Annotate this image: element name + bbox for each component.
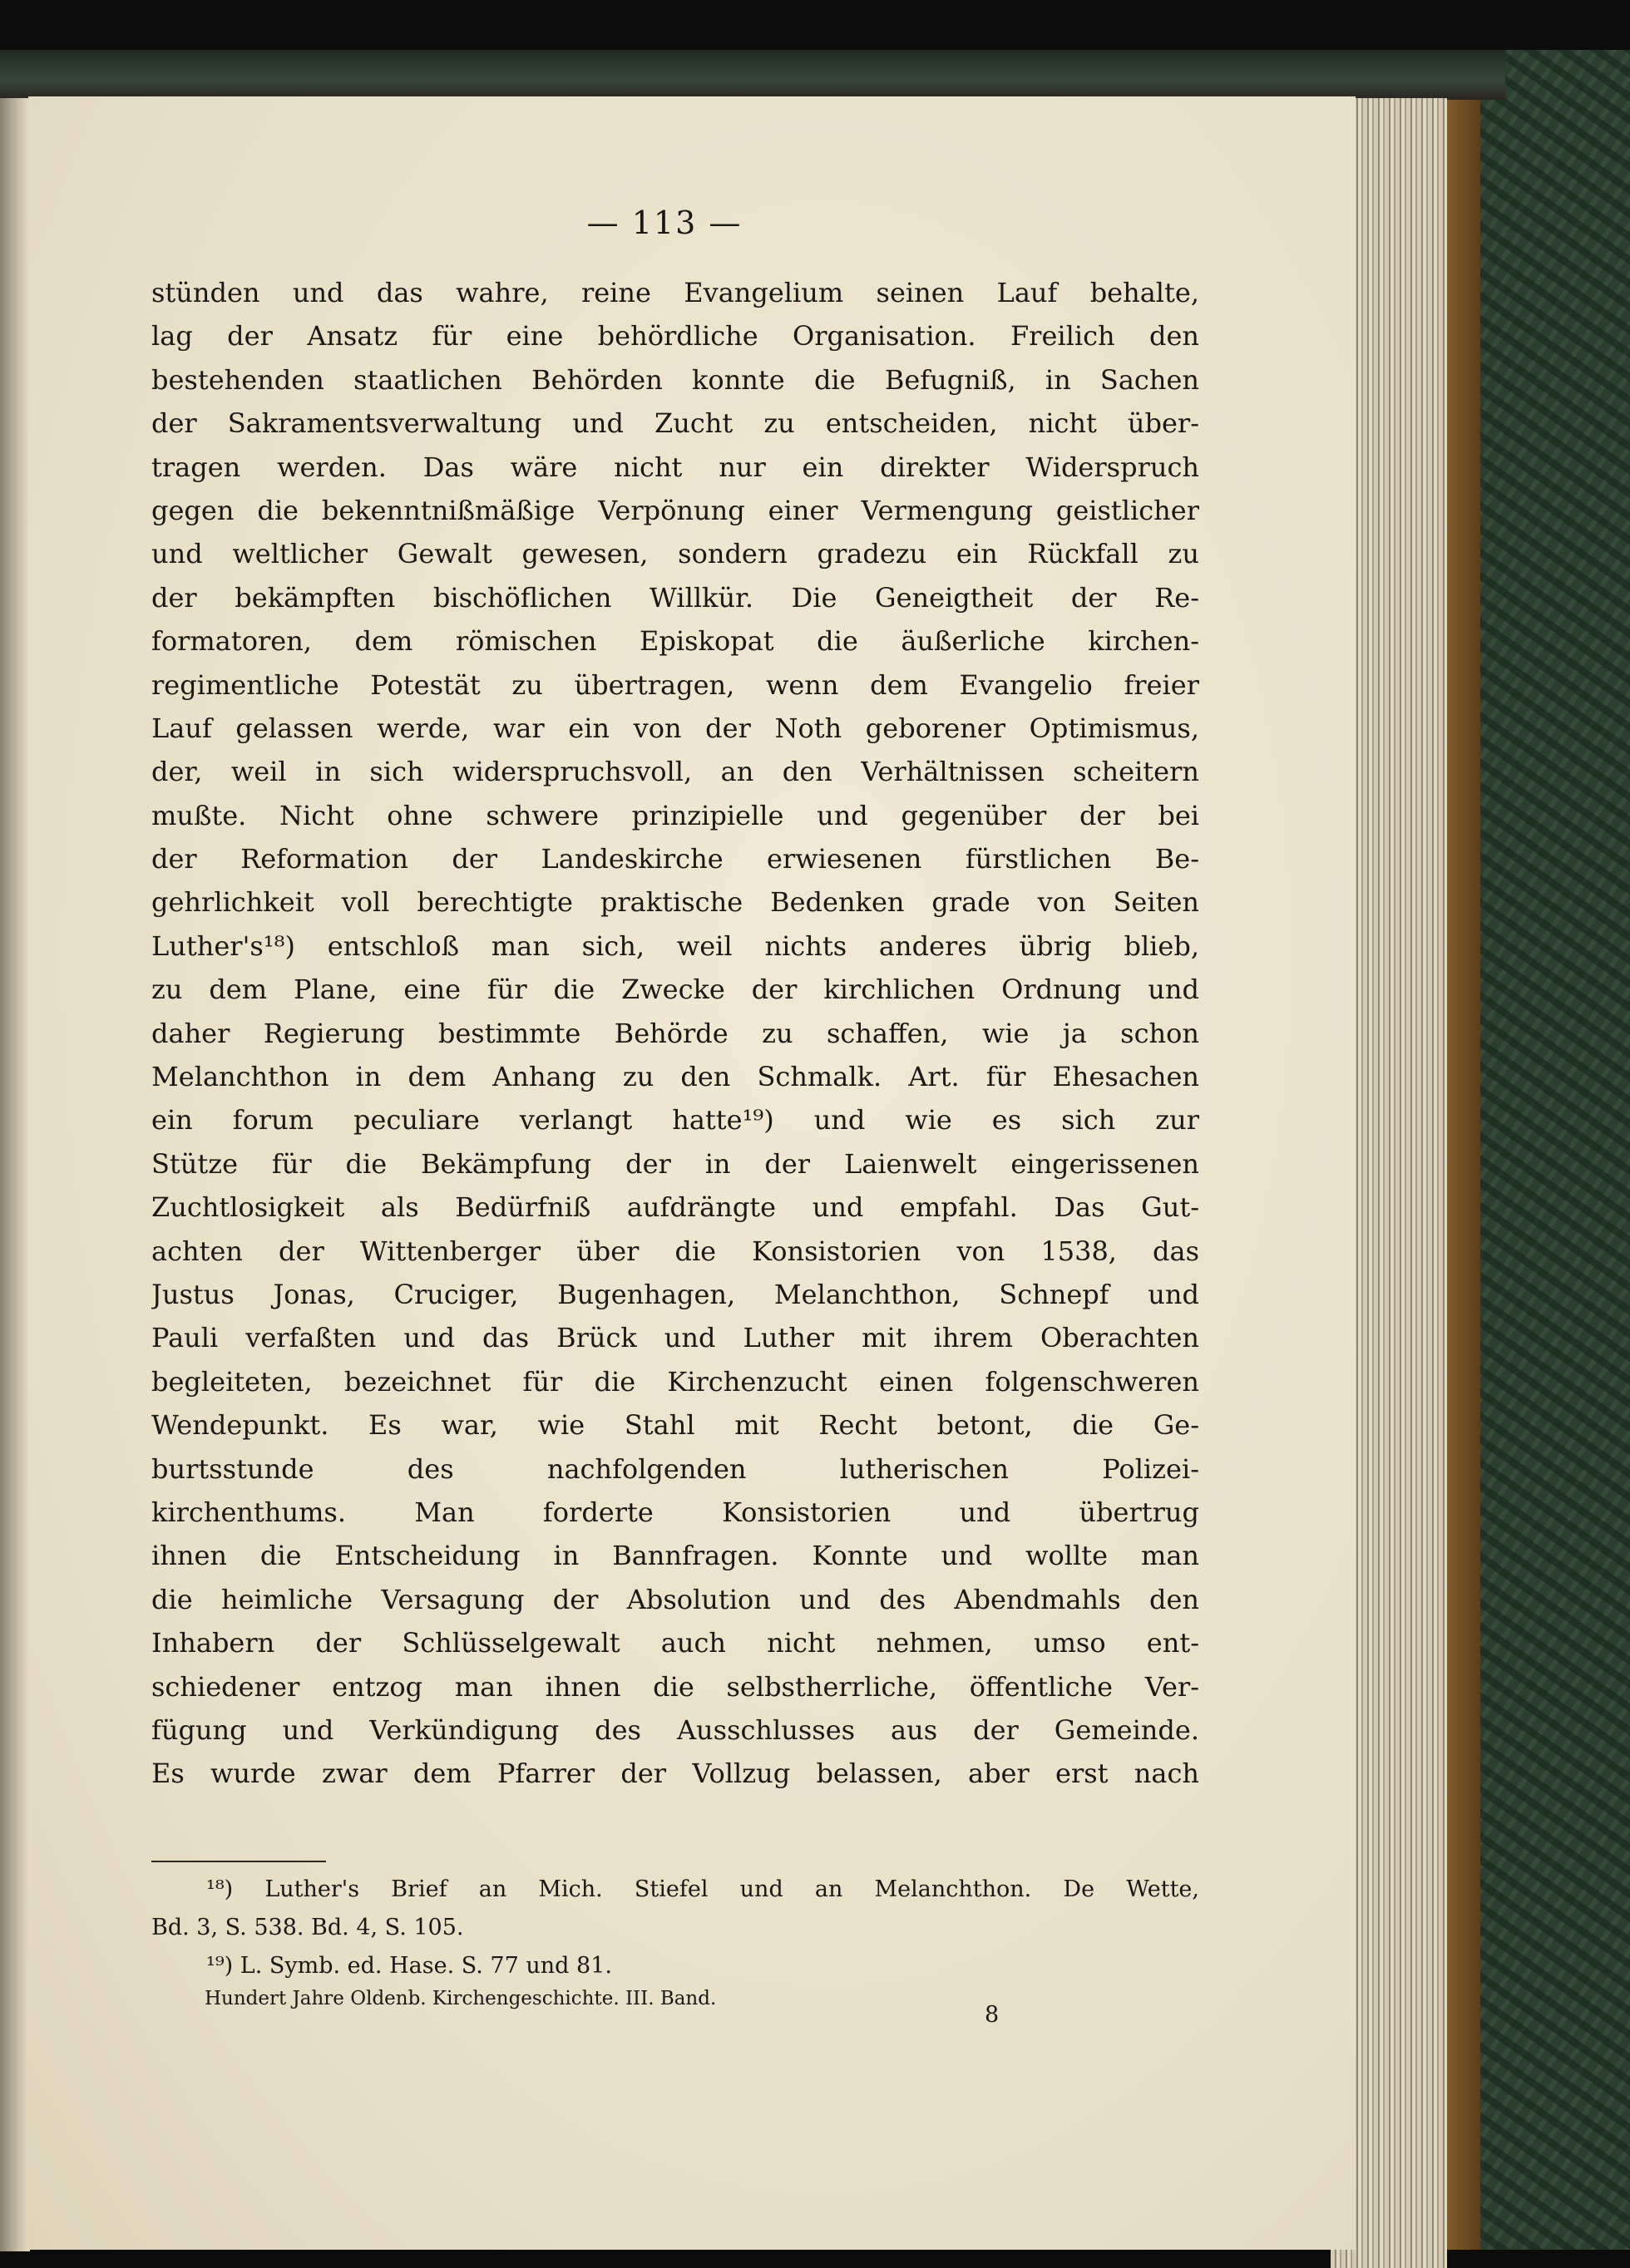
text-line: burtsstunde des nachfolgenden lutherischen Polizei- xyxy=(151,1452,1199,1485)
text-line: schiedener entzog man ihnen die selbstherrliche, öffentliche Ver- xyxy=(151,1670,1199,1703)
text-line: der bekämpften bischöflichen Willkür. Die Geneigtheit der Re- xyxy=(151,581,1199,614)
text-line: Inhabern der Schlüsselgewalt auch nicht nehmen, umso ent- xyxy=(151,1627,1199,1659)
footnote: ¹⁹) L. Symb. ed. Hase. S. 77 und 81. xyxy=(206,1953,612,1979)
text-line: der Reformation der Landeskirche erwiesenen fürstlichen Be- xyxy=(151,843,1199,875)
text-line: ihnen die Entscheidung in Bannfragen. Konnte und wollte man xyxy=(151,1540,1199,1572)
text-line: Luther's¹⁸) entschloß man sich, weil nichts anderes übrig blieb, xyxy=(151,929,1199,962)
text-line: lag der Ansatz für eine behördliche Organisation. Freilich den xyxy=(151,320,1199,353)
text-line: Justus Jonas, Cruciger, Bugenhagen, Melanchthon, Schnepf und xyxy=(151,1278,1199,1310)
text-line: und weltlicher Gewalt gewesen, sondern gradezu ein Rückfall zu xyxy=(151,538,1199,570)
text-line: Lauf gelassen werde, war ein von der Noth geborener Optimismus, xyxy=(151,712,1199,744)
text-line: regimentliche Potestät zu übertragen, wenn dem Evangelio freier xyxy=(151,668,1199,701)
signature-line: Hundert Jahre Oldenb. Kirchengeschichte. III. Band. xyxy=(205,1988,717,2009)
text-line: zu dem Plane, eine für die Zwecke der kirchlichen Ordnung und xyxy=(151,974,1199,1006)
text-line: Melanchthon in dem Anhang zu den Schmalk. Art. für Ehesachen xyxy=(151,1061,1199,1093)
text-line: ein forum peculiare verlangt hatte¹⁹) und wie es sich zur xyxy=(151,1104,1199,1136)
footnote-rule xyxy=(151,1861,326,1862)
text-line: Pauli verfaßten und das Brück und Luther mit ihrem Oberachten xyxy=(151,1322,1199,1354)
footnote-continuation: Bd. 3, S. 538. Bd. 4, S. 105. xyxy=(151,1915,464,1940)
text-line: tragen werden. Das wäre nicht nur ein direkter Widerspruch xyxy=(151,451,1199,483)
text-line: Wendepunkt. Es war, wie Stahl mit Recht betont, die Ge- xyxy=(151,1409,1199,1442)
text-line: gegen die bekenntnißmäßige Verpönung einer Vermengung geistlicher xyxy=(151,494,1199,526)
text-line: Stütze für die Bekämpfung der in der Laienwelt eingerissenen xyxy=(151,1147,1199,1180)
text-line: der Sakramentsverwaltung und Zucht zu entscheiden, nicht über- xyxy=(151,407,1199,440)
text-line: mußte. Nicht ohne schwere prinzipielle und gegenüber der bei xyxy=(151,799,1199,831)
text-line: formatoren, dem römischen Episkopat die äußerliche kirchen- xyxy=(151,625,1199,658)
text-line: die heimliche Versagung der Absolution und des Abendmahls den xyxy=(151,1583,1199,1615)
book-page xyxy=(28,96,1356,2250)
text-line: Es wurde zwar dem Pfarrer der Vollzug belassen, aber erst nach xyxy=(151,1758,1199,1790)
text-line: kirchenthums. Man forderte Konsistorien und übertrug xyxy=(151,1496,1199,1528)
text-line: gehrlichkeit voll berechtigte praktische Bedenken grade von Seiten xyxy=(151,886,1199,919)
footnote: ¹⁸) Luther's Brief an Mich. Stiefel und an Melanchthon. De Wette, xyxy=(206,1876,1199,1902)
text-line: stünden und das wahre, reine Evangelium seinen Lauf behalte, xyxy=(151,277,1199,308)
footnotes xyxy=(151,1871,1199,1985)
body-text xyxy=(151,271,1199,1796)
sheet-number: 8 xyxy=(985,2002,1000,2028)
text-line: begleiteten, bezeichnet für die Kirchenzucht einen folgenschweren xyxy=(151,1365,1199,1398)
text-line: achten der Wittenberger über die Konsistorien von 1538, das xyxy=(151,1235,1199,1267)
text-line: daher Regierung bestimmte Behörde zu schaffen, wie ja schon xyxy=(151,1017,1199,1049)
text-line: fügung und Verkündigung des Ausschlusses aus der Gemeinde. xyxy=(151,1713,1199,1746)
page-header: — 113 — xyxy=(586,205,743,241)
text-line: bestehenden staatlichen Behörden konnte die Befugniß, in Sachen xyxy=(151,363,1199,396)
book-board-top xyxy=(0,50,1505,100)
text-line: Zuchtlosigkeit als Bedürfniß aufdrängte und empfahl. Das Gut- xyxy=(151,1191,1199,1224)
left-page-edge xyxy=(0,98,30,2251)
text-line: der, weil in sich widerspruchsvoll, an den Verhältnissen scheitern xyxy=(151,756,1199,788)
